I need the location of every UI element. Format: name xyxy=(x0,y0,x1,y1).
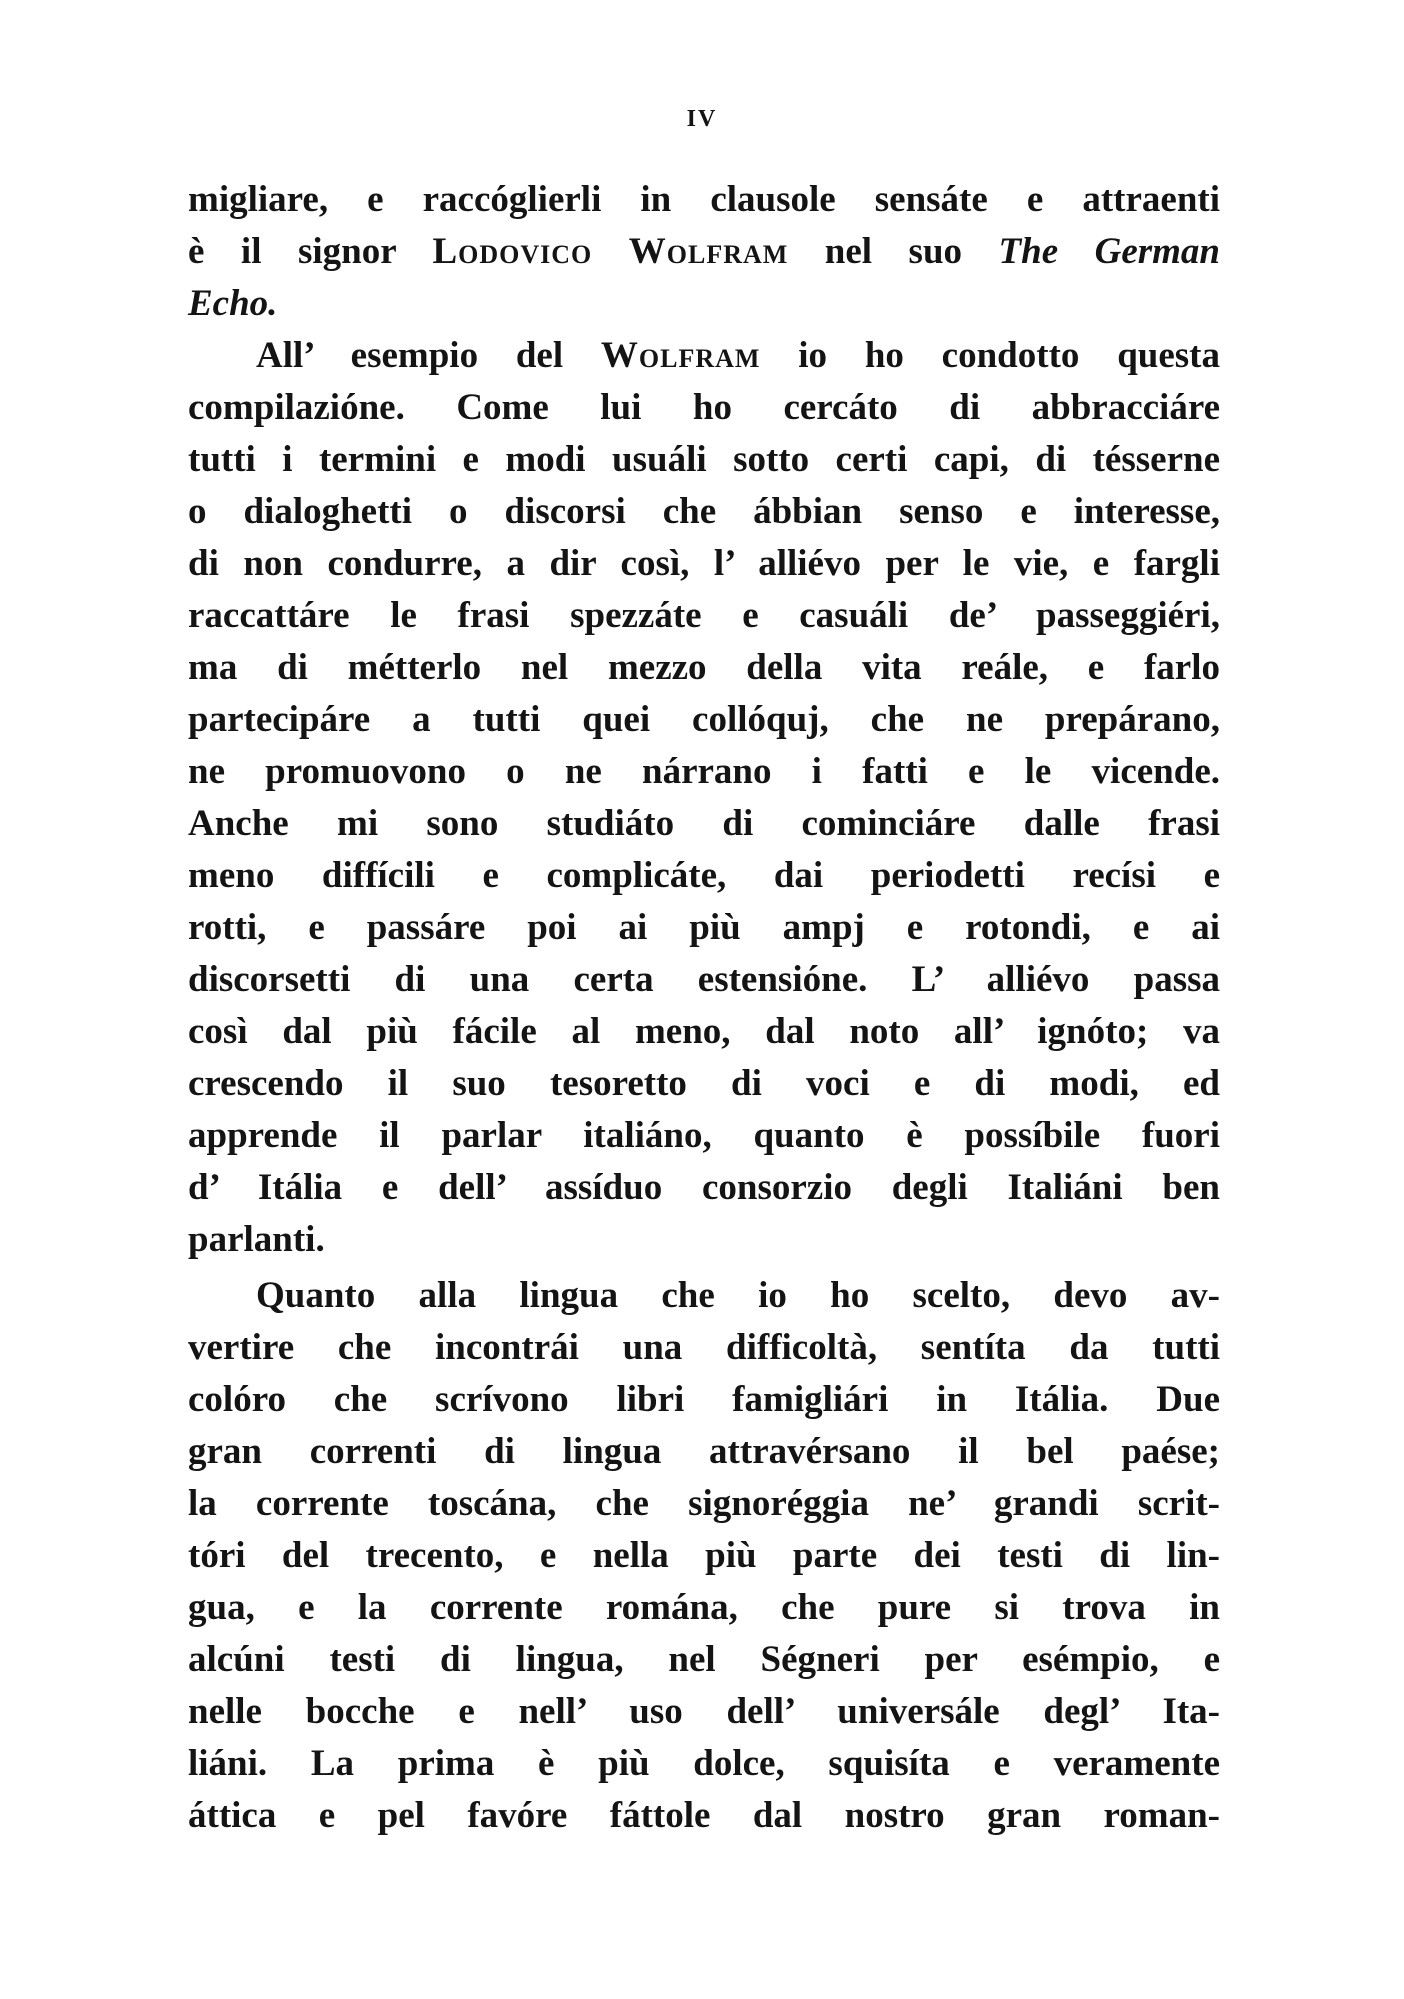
text-line: crescendo il suo tesoretto di voci e di modi, ed xyxy=(188,1063,1220,1104)
line-fragment: nel suo xyxy=(788,231,999,272)
text-line: d’ Itália e dell’ assíduo consorzio degli Italiáni ben xyxy=(188,1167,1220,1208)
text-line: nelle bocche e nell’ uso dell’ universále degl’ Ita- xyxy=(188,1691,1220,1732)
text-line: alcúni testi di lingua, nel Ségneri per esémpio, e xyxy=(188,1639,1220,1680)
text-line: compilazióne. Come lui ho cercáto di abbracciáre xyxy=(188,387,1220,428)
text-line: Anche mi sono studiáto di cominciáre dalle frasi xyxy=(188,803,1220,844)
text-line xyxy=(188,330,1220,382)
text-line: la corrente toscána, che signoréggia ne’ grandi scrit- xyxy=(188,1483,1220,1524)
body-text xyxy=(188,174,1220,1842)
text-line: tutti i termini e modi usuáli sotto certi capi, di tésserne xyxy=(188,439,1220,480)
paragraph-3 xyxy=(188,1270,1220,1842)
author-name: Wolfram xyxy=(600,335,761,376)
book-title: The German xyxy=(998,231,1221,272)
text-line: parlanti. xyxy=(188,1219,325,1260)
text-line: áttica e pel favóre fáttole dal nostro gran roman- xyxy=(188,1795,1220,1836)
text-line: liáni. La prima è più dolce, squisíta e veramente xyxy=(188,1743,1220,1784)
text-line: ne promuovono o ne nárrano i fatti e le vicende. xyxy=(188,751,1220,792)
book-title-end: Echo. xyxy=(188,283,278,324)
text-line: o dialoghetti o discorsi che ábbian senso e interesse, xyxy=(188,491,1220,532)
text-line xyxy=(188,226,1220,278)
text-line xyxy=(188,278,1220,330)
text-line: ma di métterlo nel mezzo della vita reále, e farlo xyxy=(188,647,1220,688)
text-line: partecipáre a tutti quei collóquj, che ne prepárano, xyxy=(188,699,1220,740)
text-line: gua, e la corrente romána, che pure si trova in xyxy=(188,1587,1220,1628)
paragraph-1 xyxy=(188,174,1220,330)
page-number: IV xyxy=(686,106,718,132)
text-line: migliare, e raccóglierli in clausole sensáte e attraenti xyxy=(188,179,1220,220)
author-name-first: Lodovico xyxy=(432,231,593,272)
text-line: raccattáre le frasi spezzáte e casuáli de’ passeggiéri, xyxy=(188,595,1220,636)
line-fragment: è il signor xyxy=(188,231,433,272)
text-line: discorsetti di una certa estensióne. L’ alliévo passa xyxy=(188,959,1220,1000)
text-line: apprende il parlar italiáno, quanto è possíbile fuori xyxy=(188,1115,1220,1156)
text-line: così dal più fácile al meno, dal noto all’ ignóto; va xyxy=(188,1011,1220,1052)
text-line: gran correnti di lingua attravérsano il bel paése; xyxy=(188,1431,1220,1472)
text-line: tóri del trecento, e nella più parte dei testi di lin- xyxy=(188,1535,1220,1576)
line-fragment: io ho condotto questa xyxy=(760,335,1220,376)
paragraph-2 xyxy=(188,330,1220,1266)
line-fragment: All’ esempio del xyxy=(256,335,601,376)
text-line: Quanto alla lingua che io ho scelto, devo av- xyxy=(256,1275,1220,1316)
text-line: meno diffícili e complicáte, dai periodetti recísi e xyxy=(188,855,1220,896)
text-line: rotti, e passáre poi ai più ampj e rotondi, e ai xyxy=(188,907,1220,948)
text-line: di non condurre, a dir così, l’ alliévo per le vie, e fargli xyxy=(188,543,1220,584)
text-line: colóro che scrívono libri famigliári in Itália. Due xyxy=(188,1379,1220,1420)
author-name-last: Wolfram xyxy=(628,231,789,272)
text-line: vertire che incontrái una difficoltà, sentíta da tutti xyxy=(188,1327,1220,1368)
